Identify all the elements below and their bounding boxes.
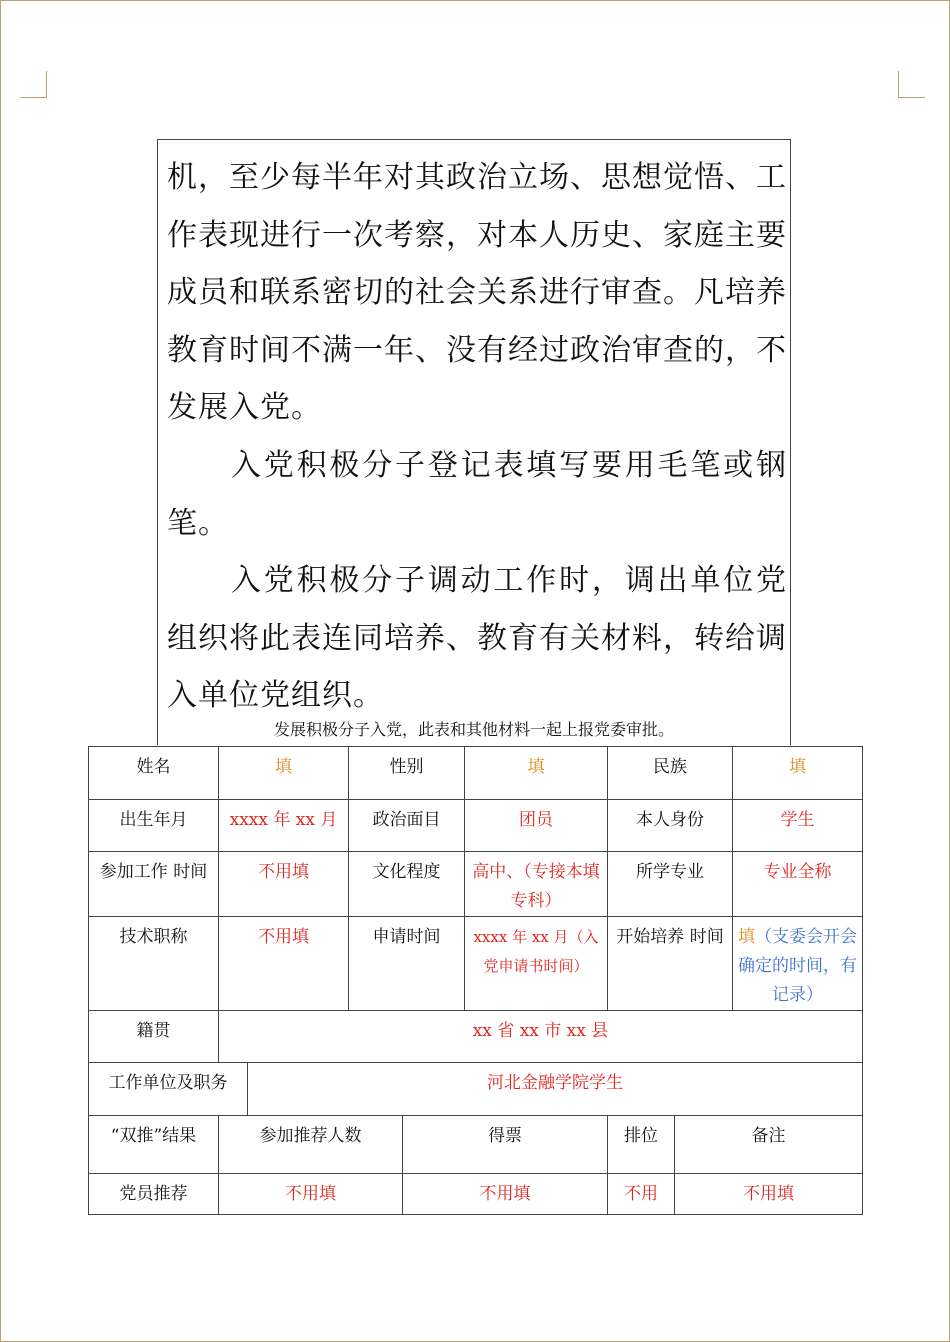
- votes-field[interactable]: 不用填: [403, 1174, 608, 1215]
- birth-field[interactable]: xxxx 年 xx 月: [219, 800, 349, 852]
- recommender-count-field[interactable]: 不用填: [219, 1174, 403, 1215]
- crop-mark-top-right: [898, 71, 925, 98]
- form-row-member-recommendation: [89, 1174, 863, 1215]
- remark-field[interactable]: 不用填: [675, 1174, 863, 1215]
- education-field[interactable]: 高中、（专接本填专科）: [465, 852, 608, 917]
- recommender-count-label: 参加推荐人数: [219, 1116, 403, 1174]
- form-row-work-time: [89, 852, 863, 917]
- apply-time-field[interactable]: xxxx 年 xx 月（入党申请书时间）: [465, 917, 608, 1011]
- rank-label: 排位: [608, 1116, 675, 1174]
- work-time-label: 参加工作 时间: [89, 852, 219, 917]
- apply-time-label: 申请时间: [349, 917, 465, 1011]
- form-row-recommendation-header: [89, 1116, 863, 1174]
- instructions-box: [157, 139, 791, 745]
- form-row-birth: [89, 800, 863, 852]
- instruction-paragraph-1: 机，至少每半年对其政治立场、思想觉悟、工作表现进行一次考察，对本人历史、家庭主要成员和联系密切的社会关系进行审查。凡培养教育时间不满一年、没有经过政治审查的，不发展入党。: [167, 160, 787, 425]
- gender-field[interactable]: 填: [465, 747, 608, 800]
- tech-title-label: 技术职称: [89, 917, 219, 1011]
- training-start-label: 开始培养 时间: [608, 917, 733, 1011]
- crop-mark-top-left: [20, 71, 47, 98]
- instruction-paragraph-3: 入党积极分子调动工作时，调出单位党组织将此表连同培养、教育有关材料，转给调入单位党组织。: [167, 563, 787, 713]
- form-row-native-place: [89, 1011, 863, 1063]
- training-start-hint: （支委会开会确定的时间，有记录）: [738, 927, 857, 1005]
- identity-label: 本人身份: [608, 800, 733, 852]
- native-place-label: 籍贯: [89, 1011, 219, 1063]
- work-time-field[interactable]: 不用填: [219, 852, 349, 917]
- employer-label: 工作单位及职务: [89, 1063, 248, 1116]
- rank-field[interactable]: 不用: [608, 1174, 675, 1215]
- political-status-label: 政治面目: [349, 800, 465, 852]
- major-label: 所学专业: [608, 852, 733, 917]
- form-row-title: [89, 917, 863, 1011]
- double-recommend-result-label: “双推”结果: [89, 1116, 219, 1174]
- training-start-field[interactable]: [733, 917, 863, 1011]
- name-field[interactable]: 填: [219, 747, 349, 800]
- remark-label: 备注: [675, 1116, 863, 1174]
- employer-field[interactable]: 河北金融学院学生: [248, 1063, 863, 1116]
- form-row-employer: [89, 1063, 863, 1116]
- votes-label: 得票: [403, 1116, 608, 1174]
- registration-form-table: [88, 746, 863, 1215]
- ethnicity-field[interactable]: 填: [733, 747, 863, 800]
- identity-field[interactable]: 学生: [733, 800, 863, 852]
- major-field[interactable]: 专业全称: [733, 852, 863, 917]
- gender-label: 性别: [349, 747, 465, 800]
- training-start-value: 填: [738, 927, 755, 947]
- education-label: 文化程度: [349, 852, 465, 917]
- ethnicity-label: 民族: [608, 747, 733, 800]
- member-recommend-label: 党员推荐: [89, 1174, 219, 1215]
- birth-label: 出生年月: [89, 800, 219, 852]
- submission-note: 发展积极分子入党，此表和其他材料一起上报党委审批。: [273, 720, 674, 739]
- instruction-paragraph-2: 入党积极分子登记表填写要用毛笔或钢笔。: [167, 448, 787, 541]
- tech-title-field[interactable]: 不用填: [219, 917, 349, 1011]
- native-place-field[interactable]: xx 省 xx 市 xx 县: [219, 1011, 863, 1063]
- name-label: 姓名: [89, 747, 219, 800]
- political-status-field[interactable]: 团员: [465, 800, 608, 852]
- form-row-name: [89, 747, 863, 800]
